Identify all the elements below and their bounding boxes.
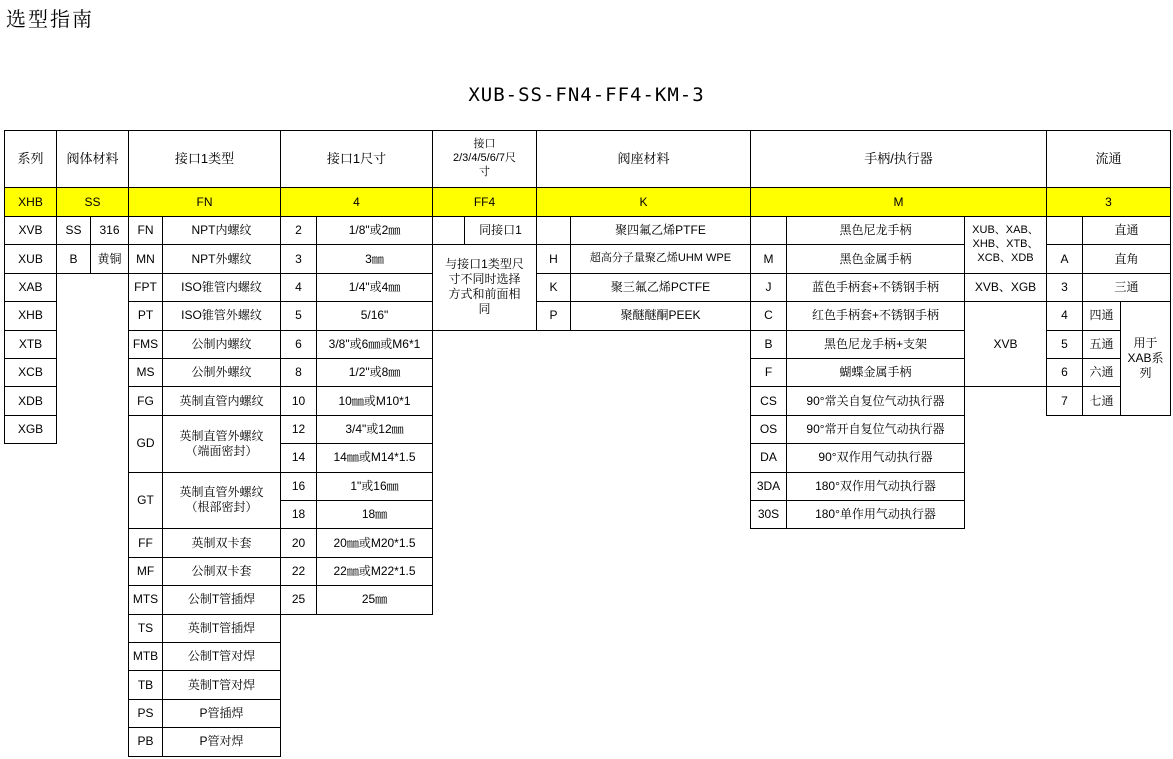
port1-type-name: 公制外螺纹 bbox=[162, 358, 281, 387]
port1-type-code: FG bbox=[128, 386, 163, 415]
port1-size-code: 20 bbox=[280, 528, 317, 557]
port1-type-name: 公制内螺纹 bbox=[162, 330, 281, 359]
example-series: XHB bbox=[4, 187, 57, 217]
flow-name: 六通 bbox=[1082, 358, 1121, 387]
example-seat: K bbox=[536, 187, 751, 217]
header-port1-type: 接口1类型 bbox=[128, 130, 281, 188]
example-port-other: FF4 bbox=[432, 187, 537, 217]
port1-type-name: 英制T管对焊 bbox=[162, 670, 281, 699]
port1-size-code: 6 bbox=[280, 330, 317, 359]
header-flow: 流通 bbox=[1046, 130, 1171, 188]
port1-size-value: 10㎜或M10*1 bbox=[316, 386, 433, 415]
port1-type-name: 英制直管内螺纹 bbox=[162, 386, 281, 415]
port1-type-name: NPT外螺纹 bbox=[162, 244, 281, 273]
flow-name: 三通 bbox=[1082, 273, 1171, 302]
port1-size-value: 3㎜ bbox=[316, 244, 433, 273]
port1-type-code: GD bbox=[128, 415, 163, 473]
handle-name: 黑色尼龙手柄 bbox=[786, 216, 965, 245]
handle-code: 3DA bbox=[750, 472, 787, 501]
port1-size-code: 16 bbox=[280, 472, 317, 501]
port1-type-code: PT bbox=[128, 301, 163, 330]
handle-code: J bbox=[750, 273, 787, 302]
port1-type-name: 公制T管对焊 bbox=[162, 642, 281, 671]
port1-size-value: 3/8"或6㎜或M6*1 bbox=[316, 330, 433, 359]
seat-material-code bbox=[536, 216, 571, 245]
port1-type-name: P管对焊 bbox=[162, 727, 281, 756]
seat-material-code: H bbox=[536, 244, 571, 273]
port1-type-code: FPT bbox=[128, 273, 163, 302]
port1-type-code: FMS bbox=[128, 330, 163, 359]
example-flow: 3 bbox=[1046, 187, 1171, 217]
handle-code: OS bbox=[750, 415, 787, 444]
series-code: XCB bbox=[4, 358, 57, 387]
port1-size-value: 20㎜或M20*1.5 bbox=[316, 528, 433, 557]
port1-type-code: TB bbox=[128, 670, 163, 699]
handle-code: CS bbox=[750, 386, 787, 415]
port-other-same: 同接口1 bbox=[464, 216, 537, 245]
example-handle: M bbox=[750, 187, 1047, 217]
handle-code: F bbox=[750, 358, 787, 387]
port1-type-code: GT bbox=[128, 472, 163, 530]
port1-type-code: FN bbox=[128, 216, 163, 245]
body-material-code: B bbox=[56, 244, 91, 273]
handle-name: 180°单作用气动执行器 bbox=[786, 500, 965, 529]
port1-type-name: ISO锥管内螺纹 bbox=[162, 273, 281, 302]
port1-type-name: 英制直管外螺纹 （端面密封） bbox=[162, 415, 281, 473]
port1-type-name: 公制T管插焊 bbox=[162, 585, 281, 614]
handle-series-group1: XUB、XAB、 XHB、XTB、 XCB、XDB bbox=[964, 216, 1047, 274]
flow-code: 4 bbox=[1046, 301, 1083, 330]
seat-material-code: K bbox=[536, 273, 571, 302]
example-body: SS bbox=[56, 187, 129, 217]
handle-name: 180°双作用气动执行器 bbox=[786, 472, 965, 501]
header-series: 系列 bbox=[4, 130, 57, 188]
flow-name: 五通 bbox=[1082, 330, 1121, 359]
series-code: XGB bbox=[4, 415, 57, 444]
header-port1-size: 接口1尺寸 bbox=[280, 130, 433, 188]
port1-size-value: 25㎜ bbox=[316, 585, 433, 614]
port1-size-value: 1"或16㎜ bbox=[316, 472, 433, 501]
handle-code: DA bbox=[750, 443, 787, 472]
port-other-note: 与接口1类型尺 寸不同时选择 方式和前面相 同 bbox=[432, 244, 537, 330]
series-code: XUB bbox=[4, 244, 57, 273]
body-material-code: SS bbox=[56, 216, 91, 245]
handle-name: 90°双作用气动执行器 bbox=[786, 443, 965, 472]
seat-material-name: 聚三氟乙烯PCTFE bbox=[570, 273, 751, 302]
handle-series-group3: XVB bbox=[964, 301, 1047, 387]
port1-type-name: NPT内螺纹 bbox=[162, 216, 281, 245]
port1-size-code: 12 bbox=[280, 415, 317, 444]
port1-type-name: 英制T管插焊 bbox=[162, 614, 281, 643]
body-material-name: 黄铜 bbox=[90, 244, 129, 273]
port1-size-code: 8 bbox=[280, 358, 317, 387]
series-code: XHB bbox=[4, 301, 57, 330]
port1-size-code: 14 bbox=[280, 443, 317, 472]
port1-type-code: MN bbox=[128, 244, 163, 273]
port1-size-value: 18㎜ bbox=[316, 500, 433, 529]
port1-size-value: 1/4"或4㎜ bbox=[316, 273, 433, 302]
port1-type-name: 公制双卡套 bbox=[162, 557, 281, 586]
handle-code: B bbox=[750, 330, 787, 359]
header-body-material: 阀体材料 bbox=[56, 130, 129, 188]
port1-size-value: 14㎜或M14*1.5 bbox=[316, 443, 433, 472]
port1-size-code: 5 bbox=[280, 301, 317, 330]
header-port-other: 接口 2/3/4/5/6/7尺 寸 bbox=[432, 130, 537, 188]
flow-code: 6 bbox=[1046, 358, 1083, 387]
handle-name: 90°常关自复位气动执行器 bbox=[786, 386, 965, 415]
seat-material-code: P bbox=[536, 301, 571, 330]
header-handle: 手柄/执行器 bbox=[750, 130, 1047, 188]
port1-size-code: 18 bbox=[280, 500, 317, 529]
port1-type-code: MS bbox=[128, 358, 163, 387]
model-code-example: XUB-SS-FN4-FF4-KM-3 bbox=[468, 84, 705, 106]
port1-size-value: 3/4"或12㎜ bbox=[316, 415, 433, 444]
handle-code: M bbox=[750, 244, 787, 273]
port1-size-code: 25 bbox=[280, 585, 317, 614]
handle-code: C bbox=[750, 301, 787, 330]
handle-name: 蓝色手柄套+不锈钢手柄 bbox=[786, 273, 965, 302]
port1-size-code: 4 bbox=[280, 273, 317, 302]
port1-size-code: 3 bbox=[280, 244, 317, 273]
port1-type-name: ISO锥管外螺纹 bbox=[162, 301, 281, 330]
flow-name: 直通 bbox=[1082, 216, 1171, 245]
flow-code: A bbox=[1046, 244, 1083, 273]
flow-name: 七通 bbox=[1082, 386, 1121, 415]
port1-size-code: 22 bbox=[280, 557, 317, 586]
example-port1-size: 4 bbox=[280, 187, 433, 217]
port1-type-code: MF bbox=[128, 557, 163, 586]
handle-series-group2: XVB、XGB bbox=[964, 273, 1047, 302]
flow-name: 四通 bbox=[1082, 301, 1121, 330]
series-code: XVB bbox=[4, 216, 57, 245]
port1-type-code: TS bbox=[128, 614, 163, 643]
handle-name: 90°常开自复位气动执行器 bbox=[786, 415, 965, 444]
flow-code: 7 bbox=[1046, 386, 1083, 415]
port1-type-code: PB bbox=[128, 727, 163, 756]
series-code: XAB bbox=[4, 273, 57, 302]
page-title: 选型指南 bbox=[6, 9, 94, 31]
handle-code bbox=[750, 216, 787, 245]
handle-name: 黑色尼龙手柄+支架 bbox=[786, 330, 965, 359]
port1-size-value: 5/16" bbox=[316, 301, 433, 330]
series-code: XTB bbox=[4, 330, 57, 359]
seat-material-name: 聚醚醚酮PEEK bbox=[570, 301, 751, 330]
body-material-name: 316 bbox=[90, 216, 129, 245]
flow-code bbox=[1046, 216, 1083, 245]
port1-type-code: MTS bbox=[128, 585, 163, 614]
port1-type-name: 英制双卡套 bbox=[162, 528, 281, 557]
flow-name: 直角 bbox=[1082, 244, 1171, 273]
port1-type-code: FF bbox=[128, 528, 163, 557]
port1-type-code: PS bbox=[128, 699, 163, 728]
flow-code: 3 bbox=[1046, 273, 1083, 302]
seat-material-name: 聚四氟乙烯PTFE bbox=[570, 216, 751, 245]
port1-type-code: MTB bbox=[128, 642, 163, 671]
handle-name: 蝴蝶金属手柄 bbox=[786, 358, 965, 387]
header-seat-material: 阀座材料 bbox=[536, 130, 751, 188]
handle-name: 红色手柄套+不锈钢手柄 bbox=[786, 301, 965, 330]
flow-code: 5 bbox=[1046, 330, 1083, 359]
port1-size-value: 22㎜或M22*1.5 bbox=[316, 557, 433, 586]
handle-name: 黑色金属手柄 bbox=[786, 244, 965, 273]
port1-size-code: 10 bbox=[280, 386, 317, 415]
example-port1-type: FN bbox=[128, 187, 281, 217]
port1-type-name: P管插焊 bbox=[162, 699, 281, 728]
port1-size-value: 1/8"或2㎜ bbox=[316, 216, 433, 245]
handle-code: 30S bbox=[750, 500, 787, 529]
seat-material-name: 超高分子量聚乙烯UHM WPE bbox=[570, 244, 751, 273]
port-other-blank bbox=[432, 216, 465, 245]
port1-size-code: 2 bbox=[280, 216, 317, 245]
flow-note: 用于 XAB系 列 bbox=[1120, 301, 1171, 416]
series-code: XDB bbox=[4, 386, 57, 415]
port1-size-value: 1/2"或8㎜ bbox=[316, 358, 433, 387]
port1-type-name: 英制直管外螺纹 （根部密封） bbox=[162, 472, 281, 530]
